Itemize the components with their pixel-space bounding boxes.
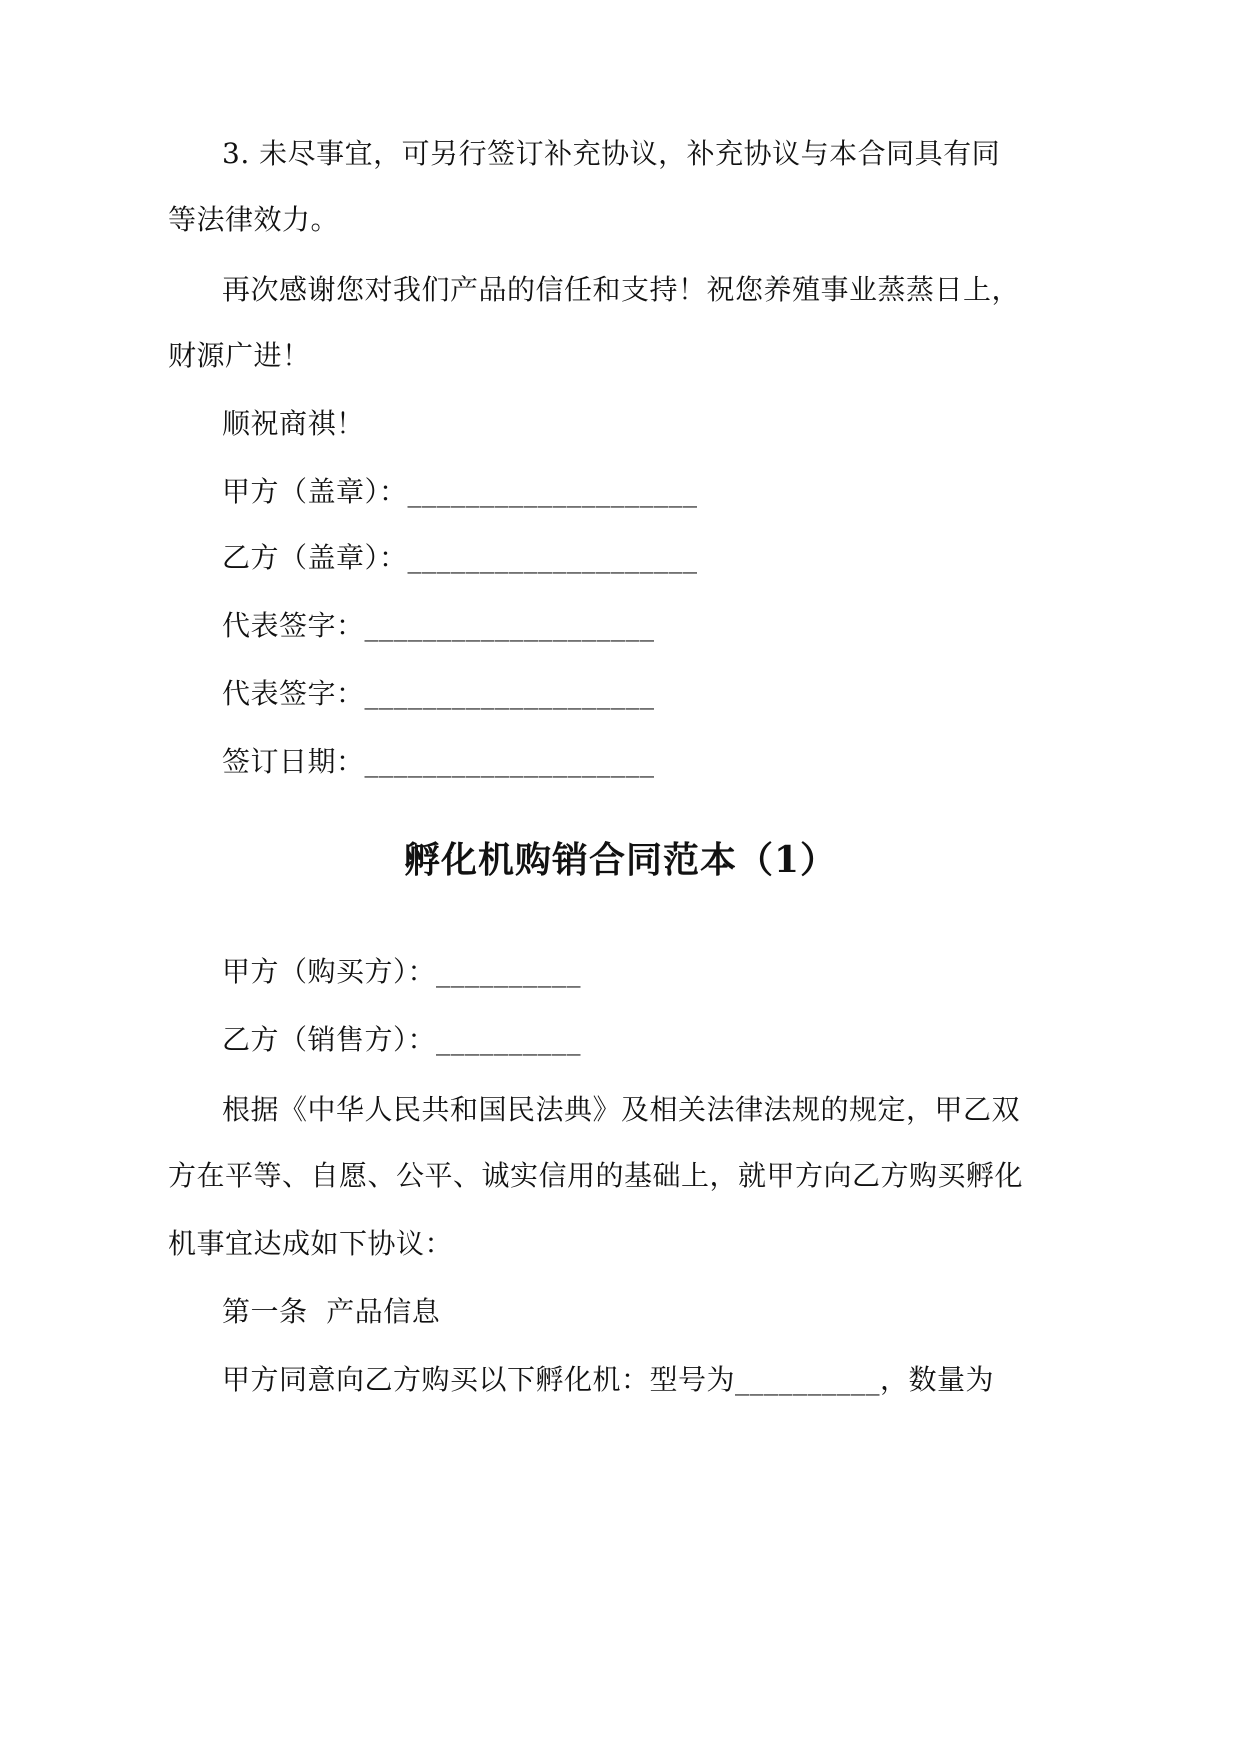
intro-line-3: 机事宜达成如下协议： (168, 1227, 454, 1260)
article-1-line-1: 甲方同意向乙方购买以下孵化机：型号为__________，数量为 (222, 1363, 995, 1396)
thanks-line-2: 财源广进！ (168, 339, 311, 372)
contract-title: 孵化机购销合同范本（1） (403, 839, 838, 881)
party-a-seal-line: 甲方（盖章）：____________________ (222, 475, 698, 508)
party-b-seller-line: 乙方（销售方）：__________ (222, 1023, 582, 1056)
clause-3-line-2: 等法律效力。 (168, 203, 340, 236)
intro-line-2: 方在平等、自愿、公平、诚实信用的基础上，就甲方向乙方购买孵化 (168, 1159, 1024, 1192)
party-a-buyer-line: 甲方（购买方）：__________ (222, 955, 582, 988)
thanks-line-1: 再次感谢您对我们产品的信任和支持！祝您养殖事业蒸蒸日上， (222, 273, 1021, 306)
article-1-heading: 第一条 产品信息 (222, 1295, 441, 1328)
signing-date-line: 签订日期：____________________ (222, 745, 655, 778)
representative-signature-line-1: 代表签字：____________________ (222, 609, 655, 642)
closing-greeting: 顺祝商祺！ (222, 407, 365, 440)
party-b-seal-line: 乙方（盖章）：____________________ (222, 541, 698, 574)
intro-line-1: 根据《中华人民共和国民法典》及相关法律法规的规定，甲乙双 (222, 1093, 1021, 1126)
representative-signature-line-2: 代表签字：____________________ (222, 677, 655, 710)
clause-3-line-1: 3. 未尽事宜，可另行签订补充协议，补充协议与本合同具有同 (222, 137, 1001, 170)
